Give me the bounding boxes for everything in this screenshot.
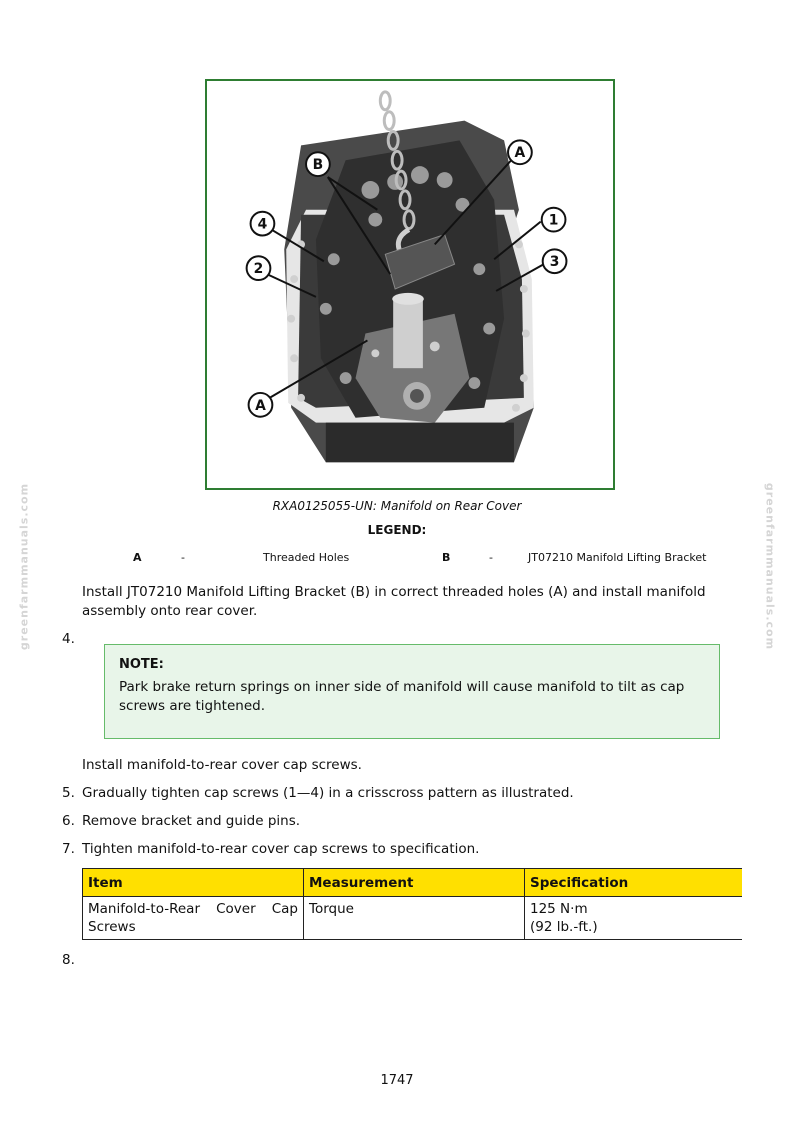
step-4-number: 4. [62,631,75,647]
table-row [83,897,743,940]
note-text: Park brake return springs on inner side of manifold will cause manifold to tilt as cap screws are tightened. [119,679,685,714]
callout-4-label: 4 [257,216,268,233]
callout-b-label: B [312,157,324,174]
figure-caption: RXA0125055-UN: Manifold on Rear Cover [272,499,522,513]
step-7-number: 7. [62,841,75,857]
figure-frame [205,79,615,490]
step-6-text: Remove bracket and guide pins. [82,813,301,829]
intro-paragraph: Install JT07210 Manifold Lifting Bracket (B) in correct threaded holes (A) and install manifold assembly onto rear cover. [82,584,706,619]
watermark-left: greenfarmmanuals.com [17,482,31,651]
specification-table [82,868,742,940]
step-6-number: 6. [62,813,75,829]
legend-title: LEGEND: [367,523,427,537]
callout-3-label: 3 [549,254,560,271]
callout-a-bottom-label: A [255,397,266,414]
callout-2-label: 2 [253,261,264,278]
header-item: Item [83,869,304,897]
legend-key-b: B [442,551,451,564]
watermark-right: greenfarmmanuals.com [763,482,777,651]
cell-specification [525,897,743,940]
step-5-number: 5. [62,785,75,801]
header-specification: Specification [525,869,743,897]
header-measurement: Measurement [304,869,525,897]
spec-imperial: (92 lb.-ft.) [530,919,598,935]
step-7-text: Tighten manifold-to-rear cover cap screws to specification. [82,841,480,857]
callout-a-top-label: A [514,145,526,162]
step-5-text: Gradually tighten cap screws (1—4) in a crisscross pattern as illustrated. [82,785,574,801]
table-header-row [83,869,743,897]
spec-metric: 125 N·m [530,901,588,917]
legend-dash-a: - [181,551,185,564]
page-number: 1747 [380,1073,414,1088]
legend-desc-a: Threaded Holes [263,551,350,564]
callout-1-label: 1 [548,212,559,229]
legend-dash-b: - [489,551,493,564]
manifold-illustration [207,81,613,488]
legend-desc-b: JT07210 Manifold Lifting Bracket [528,551,707,564]
step-8-number: 8. [62,952,75,968]
cell-measurement: Torque [304,897,525,940]
legend-key-a: A [133,551,142,564]
step-4-text: Install manifold-to-rear cover cap screws. [82,757,362,773]
note-title: NOTE: [119,657,164,672]
note-box [104,644,720,739]
cell-item: Manifold-to-Rear Cover Cap Screws [83,897,304,940]
